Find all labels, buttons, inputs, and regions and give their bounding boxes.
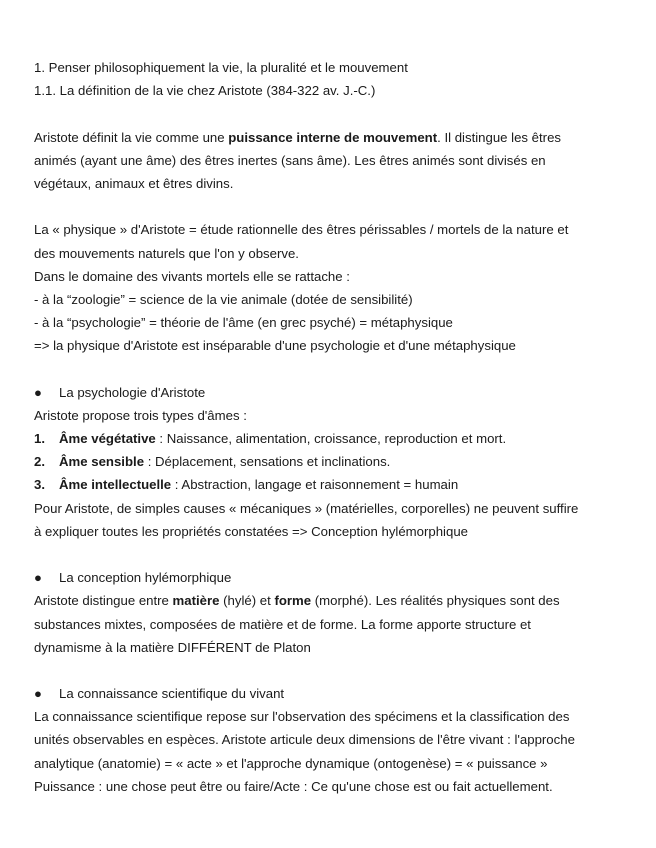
bullet-icon: ● xyxy=(34,570,42,586)
section-heading: 1. Penser philosophiquement la vie, la pluralité et le mouvement xyxy=(34,60,408,75)
physique-line-4: - à la “zoologie” = science de la vie animale (dotée de sensibilité) xyxy=(34,291,413,307)
connaissance-line-1: La connaissance scientifique repose sur l'observation des spécimens et la classification des xyxy=(34,709,570,725)
intro-line-2: animés (ayant une âme) des êtres inertes (sans âme). Les êtres animés sont divisés en xyxy=(34,152,546,168)
list-item: 1. Âme végétative : Naissance, alimentation, croissance, reproduction et mort. xyxy=(34,431,507,446)
document-body xyxy=(34,56,624,798)
hylemorphique-line-3: dynamisme à la matière DIFFÉRENT de Platon xyxy=(34,639,311,655)
intro-line-3: végétaux, animaux et êtres divins. xyxy=(34,175,234,191)
connaissance-line-4: Puissance : une chose peut être ou faire/Acte : Ce qu'une chose est ou fait actuellement. xyxy=(34,778,553,794)
psychologie-intro: Aristote propose trois types d'âmes : xyxy=(34,407,247,423)
intro-line-1: Aristote définit la vie comme une puissance interne de mouvement. Il distingue les êtres xyxy=(34,129,562,145)
connaissance-line-2: unités observables en espèces. Aristote articule deux dimensions de l'être vivant : l'approche xyxy=(34,732,575,748)
physique-line-2: des mouvements naturels que l'on y observe. xyxy=(34,245,299,261)
physique-line-5: - à la “psychologie” = théorie de l'âme (en grec psyché) = métaphysique xyxy=(34,315,453,331)
subsection-heading: 1.1. La définition de la vie chez Aristote (384-322 av. J.-C.) xyxy=(34,83,376,99)
physique-line-6: => la physique d'Aristote est inséparable d'une psychologie et d'une métaphysique xyxy=(34,338,516,354)
emphasis-puissance: puissance interne de mouvement xyxy=(228,129,438,145)
hylemorphique-heading: ● La conception hylémorphique xyxy=(34,566,624,589)
hylemorphique-line-2: substances mixtes, composées de matière et de forme. La forme apporte structure et xyxy=(34,616,531,632)
list-item: 2. Âme sensible : Déplacement, sensations et inclinations. xyxy=(34,454,391,470)
bullet-icon: ● xyxy=(34,384,42,400)
psychologie-heading: ● La psychologie d'Aristote xyxy=(34,381,624,404)
connaissance-line-3: analytique (anatomie) = « acte » et l'approche dynamique (ontogenèse) = « puissance » xyxy=(34,755,548,771)
psychologie-conclusion-2: à expliquer toutes les propriétés constatées => Conception hylémorphique xyxy=(34,523,468,539)
list-item: 3. Âme intellectuelle : Abstraction, langage et raisonnement = humain xyxy=(34,477,459,493)
connaissance-heading: ● La connaissance scientifique du vivant xyxy=(34,682,624,705)
physique-line-3: Dans le domaine des vivants mortels elle se rattache : xyxy=(34,268,350,284)
psychologie-conclusion-1: Pour Aristote, de simples causes « mécaniques » (matérielles, corporelles) ne peuvent suffire xyxy=(34,500,579,516)
bullet-icon: ● xyxy=(34,686,42,702)
hylemorphique-line-1: Aristote distingue entre matière (hylé) et forme (morphé). Les réalités physiques sont des xyxy=(34,593,560,609)
physique-line-1: La « physique » d'Aristote = étude rationnelle des êtres périssables / mortels de la nature et xyxy=(34,222,569,238)
